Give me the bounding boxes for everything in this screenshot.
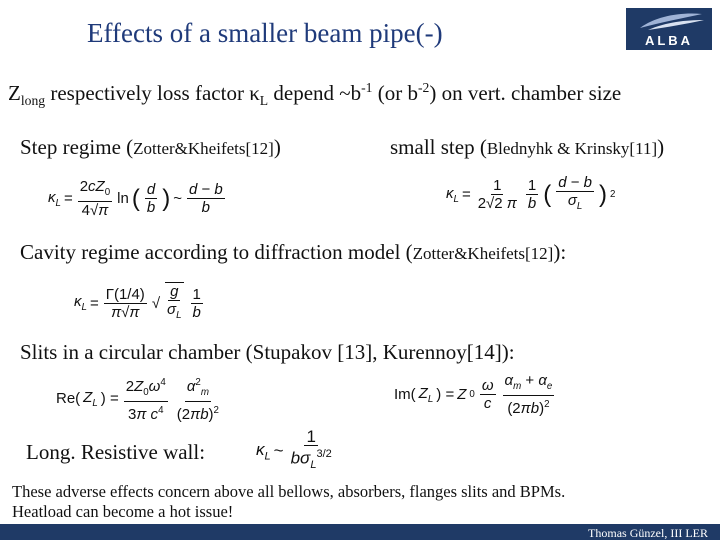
intro-text-c: (or b	[372, 81, 419, 105]
small-step-close: )	[657, 135, 665, 159]
conclusion-note	[12, 482, 712, 522]
intro-line	[8, 80, 621, 109]
cavity-close: ):	[553, 240, 567, 264]
logo-text: ALBA	[644, 33, 694, 48]
slide-title: Effects of a smaller beam pipe(-)	[87, 18, 443, 48]
equation-real-impedance: Re( $Z_L$ ) = $\frac{2Z_0\omega^4}{3\pi c^4}$ $\frac{\alpha^2_m}{(2\pi b)^2}$	[56, 374, 223, 423]
cavity-ref: Zotter&Kheifets[12]	[412, 244, 554, 263]
kappa-subscript: L	[259, 93, 269, 109]
step-regime-close: )	[273, 135, 281, 159]
small-step-heading	[390, 135, 664, 160]
step-regime-ref: Zotter&Kheifets[12]	[133, 139, 274, 158]
exp-minus-one: -1	[361, 80, 373, 95]
note-line-2: Heatload can become a hot issue!	[12, 502, 234, 521]
note-line-1: These adverse effects concern above all bellows, absorbers, flanges slits and BPMs.	[12, 482, 566, 501]
step-regime-heading	[20, 135, 281, 160]
intro-text-a: respectively loss factor	[45, 81, 250, 105]
author-credit: Thomas Günzel, III LER	[588, 526, 708, 540]
small-step-label: small step (	[390, 135, 487, 159]
intro-text-b: depend ~b	[268, 81, 362, 105]
resistive-wall-label: Long. Resistive wall:	[26, 440, 206, 464]
cavity-heading	[20, 240, 566, 265]
equation-imag-impedance: Im( $Z_L$ ) = Z 0 $\frac{\omega}{c}$ $\frac{\alpha_m + \alpha_e}{(2\pi b)^2}$	[394, 372, 553, 417]
exp-minus-two: -2	[418, 80, 430, 95]
kappa-symbol: κ	[249, 81, 260, 105]
z-symbol: Z	[8, 81, 21, 105]
equation-cavity-regime: $\kappa_L$ = $\frac{\Gamma(1/4)}{\pi√\pi}$ √ $\frac{g}{\sigma_L}$ $\frac{1}{b}$	[74, 282, 205, 324]
step-regime-label: Step regime (	[20, 135, 134, 159]
alba-logo	[626, 8, 712, 50]
small-step-ref: Blednyhk & Krinsky[11]	[486, 139, 658, 158]
slits-heading: Slits in a circular chamber (Stupakov [13], Kurennoy[14]):	[20, 340, 515, 364]
cavity-label: Cavity regime according to diffraction model (	[20, 240, 413, 264]
z-subscript: long	[20, 93, 46, 109]
alba-logo-graphic	[626, 8, 712, 50]
equation-small-step: $\kappa_L$ = $\frac{1}{2√2 \pi}$ $\frac{1}{b}$ ( $\frac{d - b}{\sigma_L}$ ) 2	[446, 174, 616, 212]
intro-text-d: ) on vert. chamber size	[429, 81, 622, 105]
equation-step-regime: $\kappa_L$ = $\frac{2cZ_0}{4√\pi}$ ln ( $\frac{d}{b}$ ) ~ $\frac{d - b}{b}$	[48, 178, 223, 219]
equation-resistive-wall: $\kappa_L$ ~ $\frac{1}{b\sigma_L^{3/2}}$	[256, 427, 332, 472]
